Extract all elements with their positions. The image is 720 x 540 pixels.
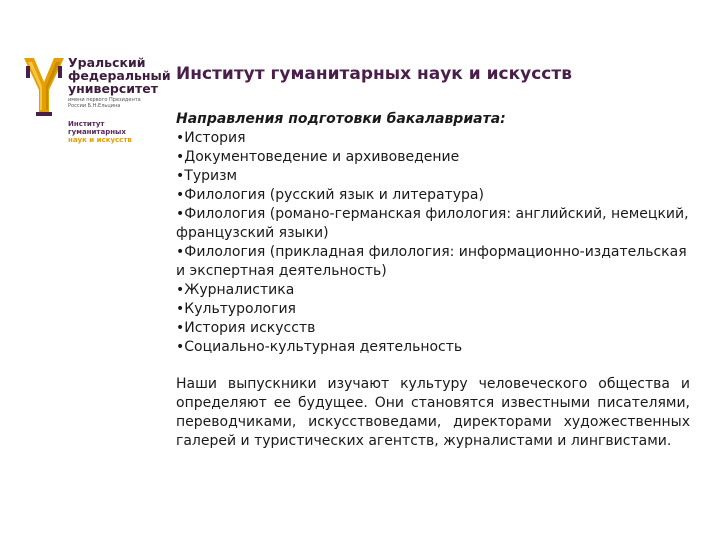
section-heading: Направления подготовки бакалавриата: xyxy=(176,111,506,127)
institute-name-line: наук и искусств xyxy=(68,136,132,144)
list-item: • Филология (русский язык и литература) xyxy=(176,186,690,205)
list-item: • История xyxy=(176,129,690,148)
list-item: • Культурология xyxy=(176,300,690,319)
list-item: • Документоведение и архивоведение xyxy=(176,148,690,167)
program-list xyxy=(176,129,690,357)
university-logo xyxy=(22,55,171,152)
institute-name-block xyxy=(68,120,132,144)
list-item: • Журналистика xyxy=(176,281,690,300)
university-name-line: университет xyxy=(68,81,159,96)
closing-paragraph: Наши выпускники изучают культуру человеческого общества и определяют ее будущее. Они становятся известными писателями, переводчиками, искусствоведами, директорами художественных галерей и туристических агентств, журналистами и лингвистами. xyxy=(176,376,690,449)
list-item: • Филология (романо-германская филология: английский, немецкий, французский языки) xyxy=(176,205,690,243)
institute-name-line: Институт xyxy=(68,120,105,128)
university-name-block xyxy=(68,55,171,109)
university-subtitle-line: России Б.Н.Ельцина xyxy=(68,103,121,109)
university-name-line: Уральский xyxy=(68,55,146,70)
page-title: Институт гуманитарных наук и искусств xyxy=(176,64,572,84)
list-item: • Туризм xyxy=(176,167,690,186)
university-subtitle-line: имени первого Президента xyxy=(68,97,141,103)
university-name-line: федеральный xyxy=(68,68,171,83)
list-item: • Социально-культурная деятельность xyxy=(176,338,690,357)
university-emblem-icon xyxy=(22,56,66,118)
institute-name-line: гуманитарных xyxy=(68,128,126,136)
list-item: • Филология (прикладная филология: информационно-издательская и экспертная деятельность) xyxy=(176,243,690,281)
university-subtitle xyxy=(68,97,168,109)
main-content xyxy=(176,110,690,451)
university-name xyxy=(68,55,171,96)
list-item: • История искусств xyxy=(176,319,690,338)
